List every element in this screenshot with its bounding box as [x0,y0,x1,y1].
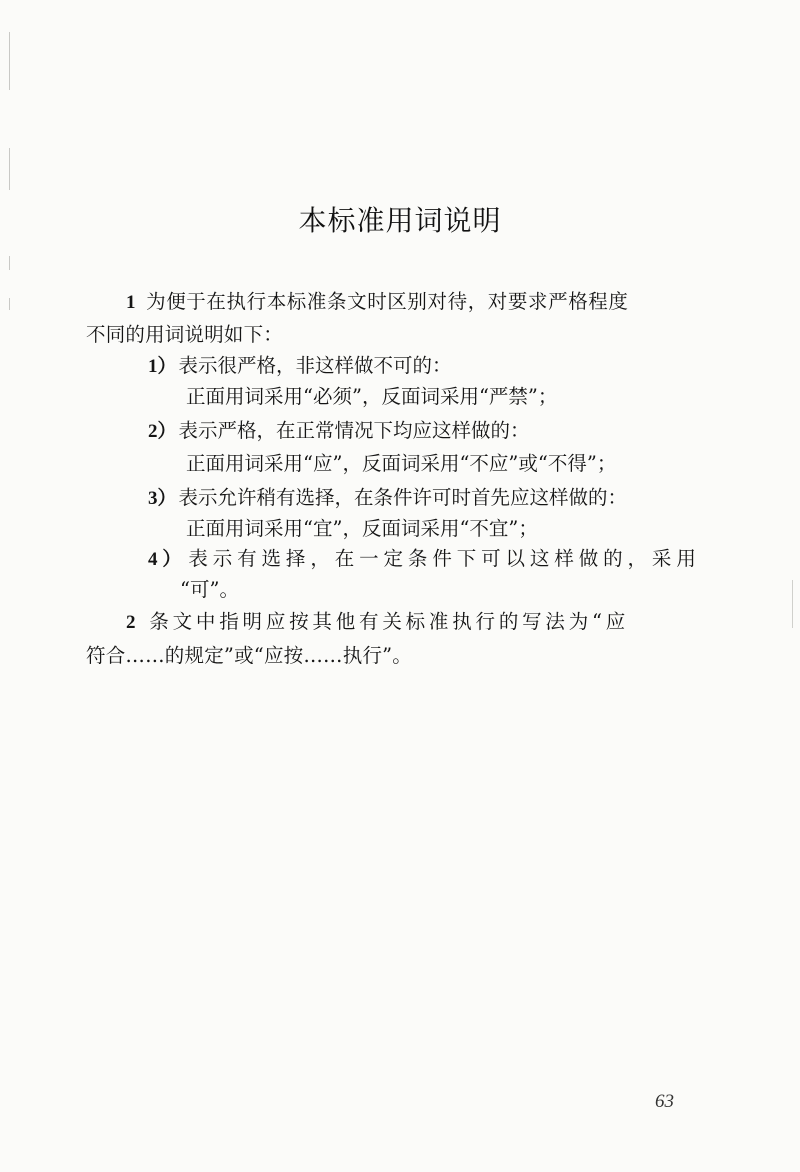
subclause-number: 2） [148,421,177,442]
scan-edge-mark [9,32,10,90]
clause-text: 为便于在执行本标准条文时区别对待，对要求严格程度 [146,290,629,313]
subclause-text: 表示很严格，非这样做不可的： [178,354,452,377]
scan-edge-mark [9,148,10,190]
subclause-text: 表示有选择，在一定条件下可以这样做的，采用 [188,547,701,570]
subclause-3-detail [186,513,538,541]
subclause-detail-text: “可”。 [180,578,239,601]
clause-1-line [126,286,629,314]
subclause-detail-text: 正面用词采用“宜”，反面词采用“不宜”； [186,517,538,540]
scan-edge-mark [792,580,793,628]
clause-2-line [126,606,629,634]
subclause-text: 表示允许稍有选择，在条件许可时首先应这样做的： [178,486,628,509]
subclause-detail-text: 正面用词采用“应”，反面词采用“不应”或“不得”； [186,452,617,475]
subclause-1-detail [186,381,557,409]
subclause-number: 3） [148,488,177,509]
clause-number: 2 [126,612,140,633]
subclause-2-line [148,415,530,443]
subclause-4-line [148,543,701,571]
subclause-number: 1） [148,356,177,377]
clause-1-continuation [86,319,283,347]
clause-text: 不同的用词说明如下： [86,323,284,346]
subclause-number: 4） [148,549,187,570]
page-title: 本标准用词说明 [298,204,502,237]
subclause-1-line [148,350,452,378]
page-number: 63 [655,1091,674,1112]
clause-text: 条文中指明应按其他有关标准执行的写法为“应 [149,610,630,633]
scan-edge-mark [9,298,10,310]
subclause-detail-text: 正面用词采用“必须”，反面词采用“严禁”； [186,385,558,408]
subclause-text: 表示严格，在正常情况下均应这样做的： [178,419,530,442]
subclause-2-detail [186,448,616,476]
subclause-3-line [148,482,627,510]
clause-text: 符合……的规定”或“应按……执行”。 [86,644,413,667]
subclause-4-continuation [180,574,239,602]
clause-2-continuation [86,640,412,668]
scan-edge-mark [9,256,10,270]
clause-number: 1 [126,292,137,313]
